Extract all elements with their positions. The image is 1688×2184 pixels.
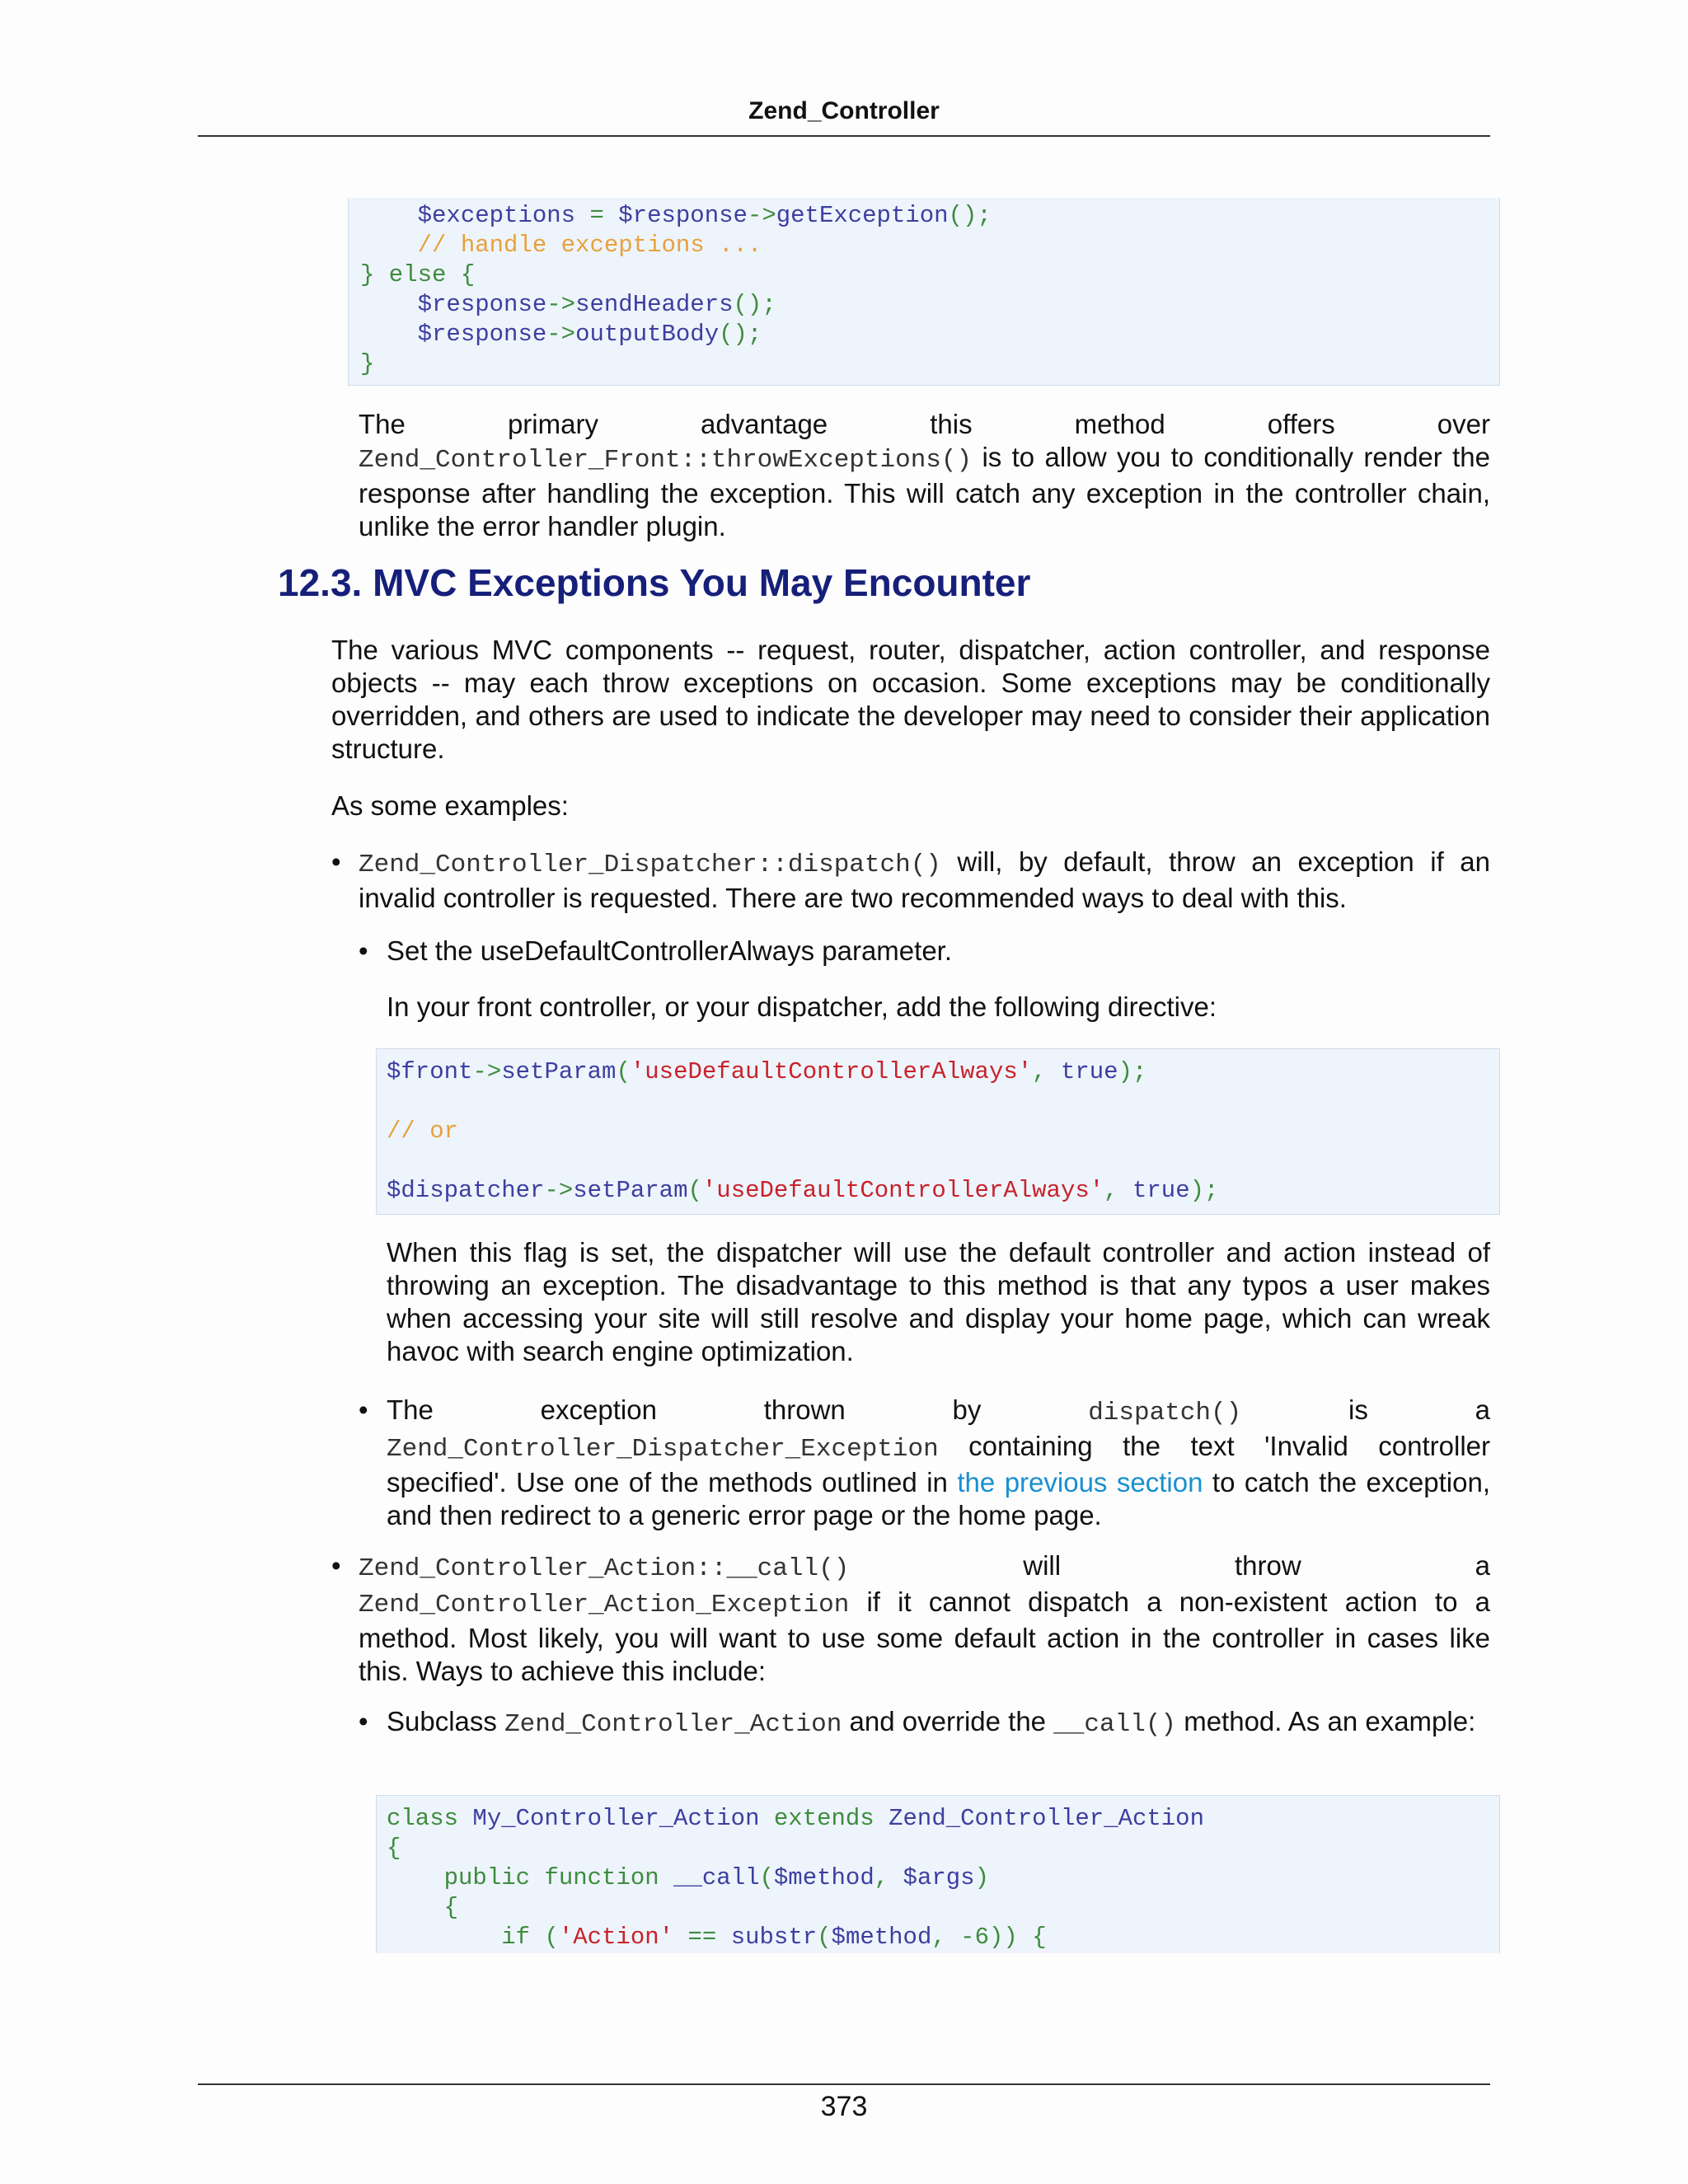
code-token: }	[360, 350, 375, 377]
word: offers	[1267, 409, 1335, 439]
code-token: 'Action'	[558, 1924, 674, 1951]
footer-rule	[198, 2083, 1490, 2085]
justified-line	[359, 408, 1490, 441]
list-item	[387, 1705, 1490, 1741]
word: a	[1475, 1394, 1490, 1425]
header-rule	[198, 135, 1490, 137]
bullet: •	[331, 1550, 341, 1581]
list-item-text: and override the	[842, 1706, 1054, 1736]
code-token: 'useDefaultControllerAlways'	[701, 1177, 1104, 1204]
code-token: );	[1118, 1058, 1147, 1085]
code-token: , -6)) {	[931, 1924, 1047, 1951]
code-line	[387, 1834, 1489, 1863]
code-token: $response	[417, 321, 547, 348]
code-token: ->	[544, 1177, 574, 1204]
previous-section-link[interactable]: the previous section	[957, 1467, 1203, 1497]
word: will	[1023, 1550, 1062, 1581]
paragraph: The various MVC components -- request, router, dispatcher, action controller, and response objects -- may each throw exceptions on occasion. Some exceptions may be conditionally overridden, and others are used to indicate the developer may need to consider their application structure.	[331, 635, 1490, 764]
paragraph: As some examples:	[331, 790, 569, 821]
code-token: ->	[546, 291, 576, 318]
code-token	[387, 1924, 501, 1951]
code-token	[360, 291, 418, 318]
word: by	[952, 1394, 982, 1425]
list-item	[387, 1394, 1490, 1532]
list-item	[359, 846, 1490, 915]
code-token: {	[443, 1894, 459, 1921]
paragraph: When this flag is set, the dispatcher will use the default controller and action instead of throwing an exception. The disadvantage to this method is that any typos a user makes when accessing your site will still resolve and display your home page, which can wreak havoc with search engine optimization.	[387, 1237, 1490, 1366]
code-token: } else {	[360, 261, 476, 288]
code-block	[348, 198, 1500, 386]
inline-code: Zend_Controller_Dispatcher_Exception	[387, 1435, 939, 1464]
code-token: );	[1189, 1177, 1219, 1204]
code-line	[387, 1804, 1489, 1834]
list-item-text: will, by default, throw an exception if an invalid controller is requested. There are two recommended ways to deal with this.	[359, 846, 1490, 913]
code-token: // handle exceptions ...	[417, 232, 762, 259]
code-token: (	[687, 1177, 702, 1204]
code-line	[360, 231, 1488, 260]
code-token: ();	[719, 321, 762, 348]
code-line	[360, 290, 1488, 320]
word: exception	[540, 1394, 657, 1425]
code-token: // or	[387, 1118, 459, 1145]
list-item-text: Subclass	[387, 1706, 505, 1736]
inline-code: dispatch()	[1088, 1399, 1242, 1427]
code-token: ,	[1032, 1058, 1061, 1085]
code-block	[376, 1048, 1500, 1215]
code-token: ();	[733, 291, 776, 318]
word: this	[930, 409, 973, 439]
bullet: •	[359, 935, 368, 966]
code-token: $dispatcher	[387, 1177, 545, 1204]
word: The	[359, 409, 406, 439]
inline-code: Zend_Controller_Front::throwExceptions()	[359, 446, 973, 475]
code-token: (	[817, 1924, 832, 1951]
code-token: $method	[773, 1864, 874, 1891]
code-block	[376, 1795, 1500, 1953]
code-token: setParam	[573, 1177, 688, 1204]
code-token: if (	[501, 1924, 559, 1951]
code-token: true	[1132, 1177, 1190, 1204]
inline-code: Zend_Controller_Action_Exception	[359, 1591, 850, 1619]
inline-code: __call()	[1053, 1710, 1177, 1739]
code-token: sendHeaders	[575, 291, 734, 318]
code-token: $response	[417, 291, 547, 318]
code-token: __call	[673, 1864, 760, 1891]
inline-code: Zend_Controller_Action	[504, 1710, 842, 1739]
code-token: (	[759, 1864, 774, 1891]
code-token: 'useDefaultControllerAlways'	[630, 1058, 1033, 1085]
code-token: My_Controller_Action	[472, 1805, 760, 1832]
code-line	[387, 1057, 1489, 1087]
code-token: $response	[618, 202, 748, 229]
bullet: •	[359, 1706, 368, 1736]
code-token: substr	[730, 1924, 818, 1951]
bullet: •	[331, 846, 341, 877]
code-token	[387, 1894, 444, 1921]
code-line	[387, 1893, 1489, 1923]
justified-line	[387, 1394, 1490, 1430]
section-heading: 12.3. MVC Exceptions You May Encounter	[278, 561, 1031, 604]
list-item	[359, 1549, 1490, 1688]
code-token: $args	[903, 1864, 975, 1891]
code-token: class	[387, 1805, 473, 1832]
code-line	[360, 320, 1488, 349]
list-item-text: method. As an example:	[1176, 1706, 1476, 1736]
code-token: outputBody	[575, 321, 720, 348]
code-token: ,	[1104, 1177, 1132, 1204]
code-token: {	[387, 1835, 401, 1862]
code-token: )	[974, 1864, 989, 1891]
inline-code: Zend_Controller_Dispatcher::dispatch()	[359, 851, 941, 879]
paragraph: In your front controller, or your dispatcher, add the following directive:	[387, 991, 1217, 1022]
code-token: public function	[443, 1864, 674, 1891]
code-line	[360, 349, 1488, 379]
code-token: setParam	[501, 1058, 617, 1085]
code-token: true	[1060, 1058, 1118, 1085]
code-token: =	[575, 202, 619, 229]
bullet: •	[359, 1394, 368, 1425]
code-line	[387, 1087, 1489, 1117]
code-token: ();	[948, 202, 992, 229]
word: The	[387, 1394, 434, 1425]
inline-code: Zend_Controller_Action::__call()	[359, 1554, 850, 1583]
code-token: ->	[546, 321, 576, 348]
code-line	[387, 1863, 1489, 1893]
code-line	[360, 201, 1488, 231]
list-item-text: containing the text 'Invalid controller specified'. Use one of the methods outlined in	[387, 1431, 1490, 1497]
list-item-text: if it cannot dispatch a non-existent action to a method. Most likely, you will want to use some default action in the controller in cases like this. Ways to achieve this include:	[359, 1586, 1490, 1686]
code-token: $method	[831, 1924, 932, 1951]
word: advantage	[701, 409, 828, 439]
code-line	[387, 1117, 1489, 1146]
code-token: ->	[747, 202, 776, 229]
code-token: ->	[472, 1058, 502, 1085]
code-token: getException	[776, 202, 949, 229]
code-token: $front	[387, 1058, 473, 1085]
code-token: extends	[759, 1805, 889, 1832]
running-header: Zend_Controller	[748, 97, 940, 124]
code-token	[360, 202, 418, 229]
code-token: ,	[874, 1864, 903, 1891]
code-token	[360, 321, 418, 348]
code-token: $exceptions	[417, 202, 576, 229]
word: a	[1475, 1550, 1490, 1581]
code-line	[360, 260, 1488, 290]
code-token	[360, 232, 418, 259]
code-line	[387, 1176, 1489, 1206]
code-token: ==	[673, 1924, 731, 1951]
code-token	[387, 1864, 444, 1891]
list-item-text: to catch the exception, and then redirect to a generic error page or the home page.	[387, 1467, 1490, 1530]
word: method	[1074, 409, 1165, 439]
word: is	[1348, 1394, 1368, 1425]
paragraph	[359, 408, 1490, 543]
word: throw	[1235, 1550, 1301, 1581]
page-number: 373	[820, 2091, 868, 2122]
word: thrown	[763, 1394, 846, 1425]
list-item: Set the useDefaultControllerAlways parameter.	[387, 935, 953, 966]
code-line	[387, 1923, 1489, 1952]
word: primary	[507, 409, 598, 439]
code-token: Zend_Controller_Action	[889, 1805, 1204, 1832]
word: over	[1437, 409, 1490, 439]
justified-line	[359, 1549, 1490, 1586]
paragraph-text: is to allow you to conditionally render the response after handling the exception. This will catch any exception in the controller chain, unlike the error handler plugin.	[359, 442, 1490, 541]
code-line	[387, 1146, 1489, 1176]
code-token: (	[616, 1058, 631, 1085]
